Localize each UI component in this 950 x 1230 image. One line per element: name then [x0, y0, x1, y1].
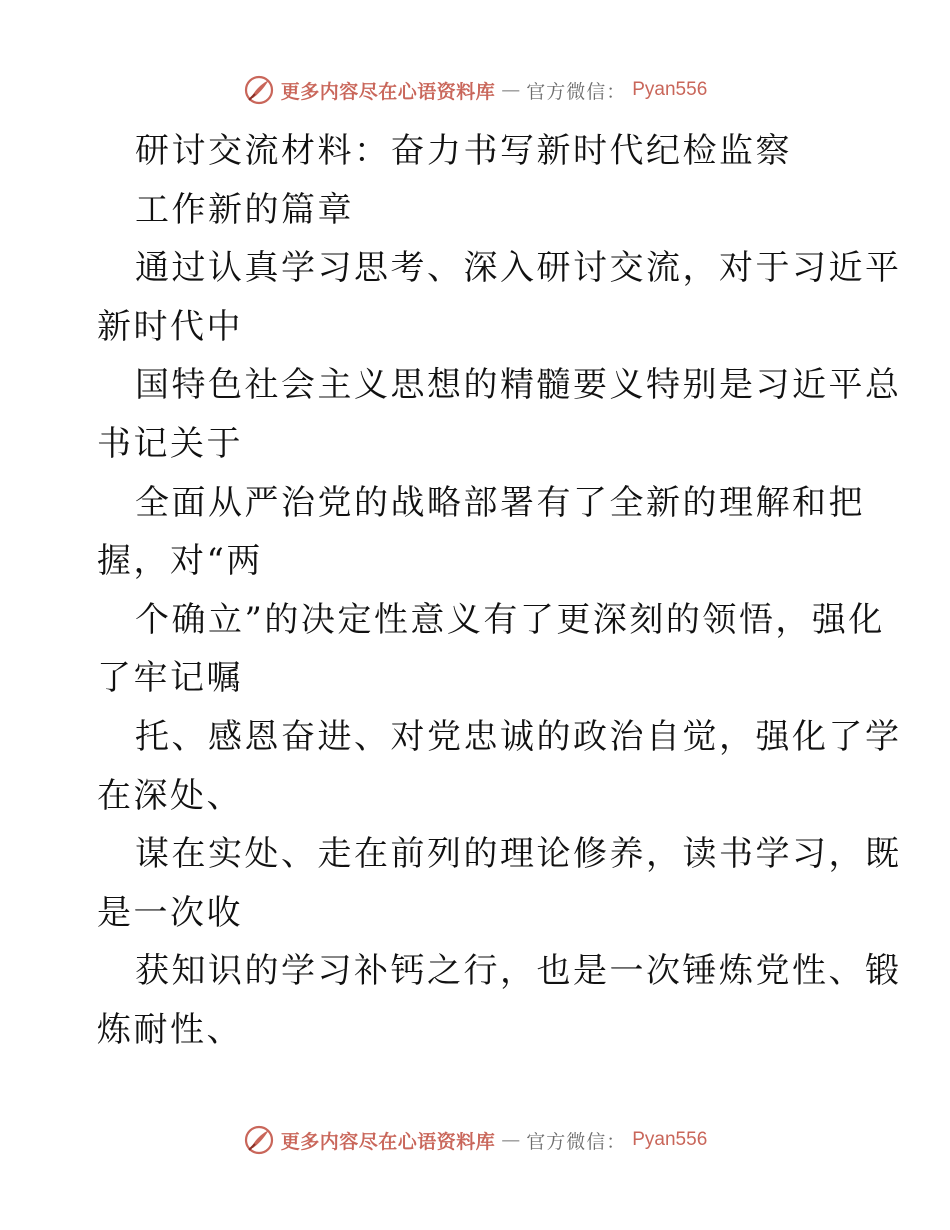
text-line: 通过认真学习思考、深入研讨交流，对于习近平 [135, 248, 902, 289]
text-line: 书记关于 [97, 423, 243, 464]
banner-account: Pyan556 [632, 79, 708, 100]
text-line: 获知识的学习补钙之行，也是一次锤炼党性、锻 [135, 951, 902, 992]
text-line: 在深处、 [97, 775, 243, 816]
banner-dash: — [501, 1129, 521, 1151]
banner-brand-text: 更多内容尽在心语资料库 [280, 80, 496, 103]
footer-banner [0, 1120, 950, 1160]
text-line: 研讨交流材料：奋力书写新时代纪检监察 [135, 131, 792, 171]
text-line: 谋在实处、走在前列的理论修养，读书学习，既 [135, 834, 902, 875]
banner-wechat-label: 官方微信： [526, 80, 627, 103]
text-line: 托、感恩奋进、对党忠诚的政治自觉，强化了学 [135, 716, 902, 757]
text-line: 了牢记嘱 [97, 658, 243, 699]
text-line: 是一次收 [97, 892, 243, 933]
feather-pen-logo-icon [243, 1124, 275, 1156]
banner-wechat-label: 官方微信： [526, 1130, 627, 1153]
text-line: 新时代中 [97, 306, 243, 347]
banner-account: Pyan556 [632, 1129, 708, 1150]
banner-dash: — [501, 79, 521, 101]
text-line: 握，对“两 [97, 541, 263, 582]
text-line: 国特色社会主义思想的精髓要义特别是习近平总 [135, 365, 902, 406]
document-body [97, 122, 902, 1060]
feather-pen-logo-icon [243, 74, 275, 106]
text-line: 炼耐性、 [97, 1009, 243, 1050]
header-banner [0, 70, 950, 110]
banner-brand-text: 更多内容尽在心语资料库 [280, 1130, 496, 1153]
document-lines [97, 122, 902, 1060]
text-line: 工作新的篇章 [135, 189, 354, 230]
text-line: 个确立”的决定性意义有了更深刻的领悟，强化 [135, 599, 885, 640]
text-line: 全面从严治党的战略部署有了全新的理解和把 [135, 482, 865, 523]
